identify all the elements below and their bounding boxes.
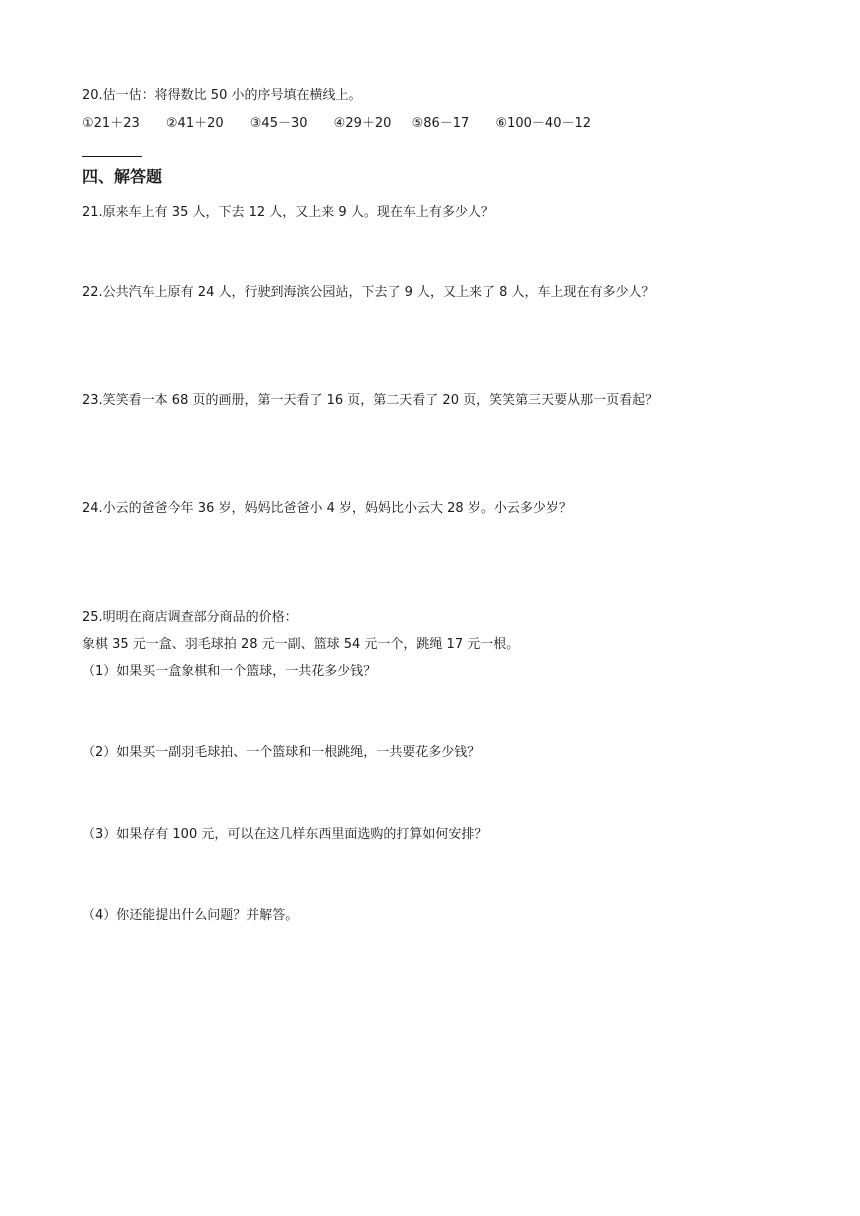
question-24: 24.小云的爸爸今年 36 岁，妈妈比爸爸小 4 岁，妈妈比小云大 28 岁。小云多少岁？	[82, 501, 572, 516]
question-25-sub-2: （2）如果买一副羽毛球拍、一个篮球和一根跳绳，一共要花多少钱？	[82, 745, 481, 760]
question-20-options	[82, 115, 591, 133]
question-25-sub-4: （4）你还能提出什么问题？并解答。	[82, 908, 299, 923]
question-25-sub-1: （1）如果买一盒象棋和一个篮球，一共花多少钱？	[82, 664, 377, 679]
option-1: ①21＋23	[82, 116, 140, 131]
option-6: ⑥100－40－12	[495, 116, 592, 131]
section-title-answers: 四、解答题	[82, 167, 163, 186]
option-4: ④29＋20	[333, 116, 392, 131]
option-5: ⑤86－17	[411, 116, 470, 131]
question-25-sub-3: （3）如果存有 100 元，可以在这几样东西里面选购的打算如何安排？	[82, 827, 488, 842]
question-22: 22.公共汽车上原有 24 人，行驶到海滨公园站，下去了 9 人，又上来了 8 人，车上现在有多少人？	[82, 285, 655, 300]
option-3: ③45－30	[249, 116, 308, 131]
question-21: 21.原来车上有 35 人，下去 12 人，又上来 9 人。现在车上有多少人？	[82, 205, 494, 220]
question-23: 23.笑笑看一本 68 页的画册，第一天看了 16 页，第二天看了 20 页，笑笑第三天要从那一页看起？	[82, 393, 659, 408]
answer-blank[interactable]	[82, 156, 142, 157]
question-25-prompt: 25.明明在商店调查部分商品的价格：	[82, 610, 298, 625]
question-20-prompt: 20.估一估：将得数比 50 小的序号填在横线上。	[82, 88, 362, 103]
question-25-prices: 象棋 35 元一盒、羽毛球拍 28 元一副、篮球 54 元一个，跳绳 17 元一根。	[82, 637, 520, 652]
option-2: ②41＋20	[165, 116, 224, 131]
